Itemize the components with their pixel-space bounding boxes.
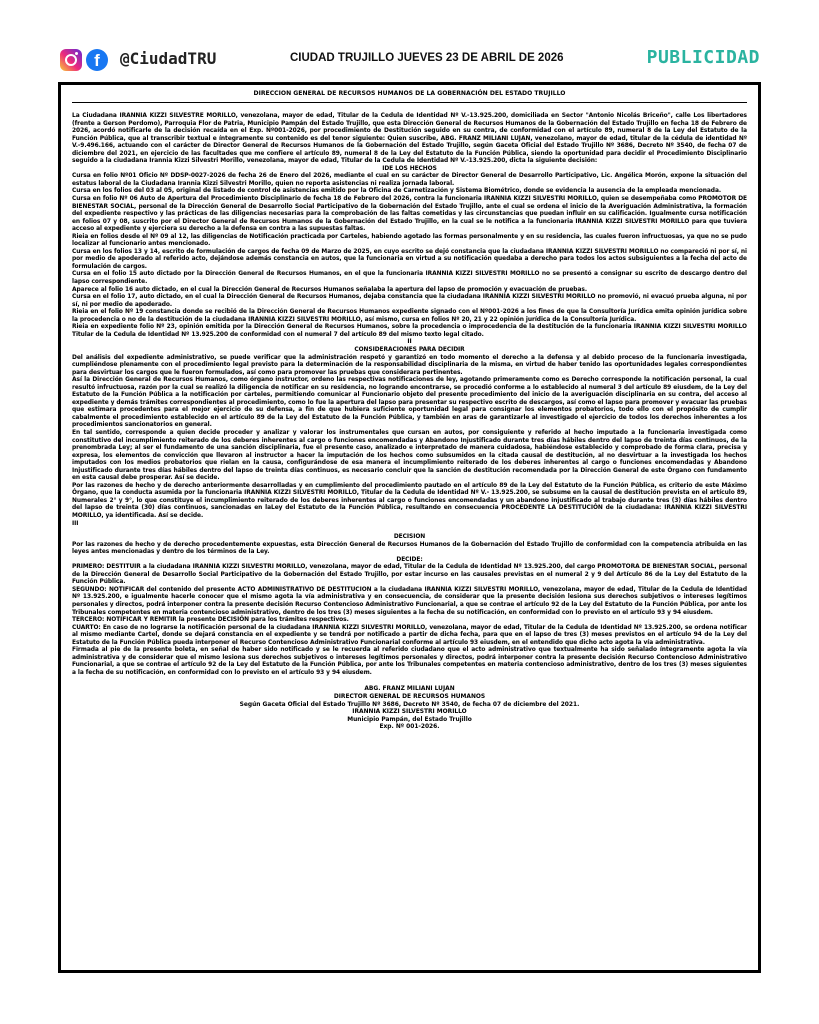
notice-paragraph: Cursa en folio Nº 06 Auto de Apertura del Procedimiento Disciplinario de fecha 18 de Febrero del 2026, contra la funcionaria IRANNIA KIZZI SILVESTRI MORILLO, quien se desempeñaba como PROMOTOR DE BIENESTAR SOCIAL, personal de la Dirección General de Desarrollo Social Participativo de la Gobernación del Estado Trujillo, ante el cual se ordena el inicio de la Averiguación Administrativa, la formación del expediente respectivo y las prácticas de las diligencias necesarias para la comprobación de las faltas cometidas y las circunstancias que puedan influir en su calificación. Igualmente cursa notificación en folios 07 y 08, suscrito por el Director General de Recursos Humanos de la Gobernación del Estado Trujillo, en la cual se le notifica a la funcionaria IRANNIA KIZZI SILVESTRI MORILLO para que tuviera acceso al expediente y ejerciera su derecho a la defensa en contra a las supuestas faltas. bbox=[72, 196, 747, 233]
notice-paragraph: Rieia en el folio Nº 19 constancia donde se recibió de la Dirección General de Recursos Humanos expediente signado con el Nº001-2026 a los fines de que la Consultoría Jurídica emita opinión jurídica sobre la procedencia o no de la destitución de la ciudadana IRANNIA KIZZI SILVESTRI MORILLO, así mismo, cursa en folios Nº 20, 21 y 22 opinión jurídica de la Consultoría Jurídica. bbox=[72, 309, 747, 323]
notice-paragraph: Rieia en expediente folio Nº 23, opinión emitida por la Dirección General de Recursos Humanos, sobre la procedencia o improcedencia de la destitución de la funcionaria IRANNIA KIZZI SILVESTRI MORILLO Titular de la Cedula de Identidad Nº 13.925.200 de conformidad con el numeral 7 del artículo 89 del mismo texto legal citado. bbox=[72, 324, 747, 338]
notice-body bbox=[72, 113, 747, 677]
facebook-icon[interactable]: f bbox=[86, 49, 108, 71]
notice-title: DIRECCION GENERAL DE RECURSOS HUMANOS DE LA GOBERNACIÓN DEL ESTADO TRUJILLO bbox=[72, 90, 747, 103]
notice-paragraph: En tal sentido, corresponde a quien decide proceder y analizar y valorar los instrumentales que cursan en autos, por consiguiente y referido al hecho imputado a la funcionaria investigada como constitutivo del incumplimiento reiterado de los deberes inherentes al cargo o funciones encomendadas y Abandono Injustificado durante tres días hábiles dentro del lapso de treinta días continuos, de la prenombrada Ley; al ser el fundamento de una sanción disciplinaria, fue el presente caso, analizado e interpretado de manera cuidadosa, habiéndose establecido y comprobado de forma clara, precisa y expresa, los elementos de convicción que llevaron al instructor a hacer la imputación de los hechos como subsumidos en la citada causal de destitución, al no desvirtuar a la investigada los hechos imputados con los medios probatorios que rielan en la causa, configurándose de esa manera el incumplimiento reiterado de los deberes inherentes al cargo o funciones encomendadas y Abandono Injustificado durante tres días hábiles dentro del lapso de treinta días continuos, es necesario concluir que la sanción de destitución recomendada por la Dirección General de este Órgano con fundamento en esta causal debe prosperar. Así se decide. bbox=[72, 429, 747, 482]
notice-paragraph: Por las razones de hecho y de derecho procedentemente expuestas, esta Dirección General de Recursos Humanos de la Gobernación del Estado Trujillo de conformidad con la competencia atribuida en las leyes antes mencionadas y dentro de los términos de la Ley. bbox=[72, 541, 747, 556]
notice-paragraph: Cursa en los folios 13 y 14, escrito de formulación de cargos de fecha 09 de Marzo de 2025, en cuyo escrito se dejó constancia que la ciudadana IRANNIA KIZZI SILVESTRI MORILLO no compareció ni por sí, ni por medio de apoderado al referido acto, dejándose además constancia en autos, que la funcionaria en virtud a su notificación quedaba a derecho para todos los actos subsiguientes a la fecha del acto de formulación de cargos. bbox=[72, 248, 747, 270]
notice-paragraph: DECISION bbox=[393, 534, 426, 541]
notice-paragraph: CUARTO: En caso de no lograrse la notificación personal de la ciudadana IRANNIA KIZZI SILVESTRI MORILLO, venezolana, mayor de edad, Titular de la Cedula de Identidad Nº 13.925.200, se ordena notificar al mismo mediante Cartel, donde se dejará constancia en el expediente y se tendrá por notificado a partir de dicha fecha, para que en el lapso de tres (3) meses previstos en el artículo 94 de la Ley del Estatuto de la Función Pública pueda interponer el Recurso Contencioso Administrativo Funcionarial conforme al artículo 93 eiusdem, en el entendido que dicho acto agota la vía administrativa. bbox=[72, 624, 747, 646]
notice-paragraph: Por las razones de hecho y de derecho anteriormente desarrolladas y en cumplimiento del procedimiento pautado en el artículo 89 de la Ley del Estatuto de la Función Pública, es criterio de este Máximo Órgano, que la conducta asumida por la funcionaria IRANNIA KIZZI SILVESTRI MORILLO, Titular de la Cedula de Identidad Nº V.- 13.925.200, se subsume en la causal de destitución prevista en el artículo 89, Numerales 2° y 9°, lo que constituye el incumplimiento reiterado de los deberes inherentes al cargo o funciones encomendadas y un abandono injustificado al trabajo durante tres (3) días hábiles dentro del lapso de treinta (30) días continuos, sancionadas en laLey del Estatuto de la Función Pública, resultando en consecuencia PROCEDENTE LA DESTITUCIÓN de la ciudadana: IRANNIA KIZZI SILVESTRI MORILLO, ya identificada. Así se decide. bbox=[72, 482, 747, 519]
notice-paragraph: PRIMERO: DESTITUIR a la ciudadana IRANNIA KIZZI SILVESTRI MORILLO, venezolana, mayor de edad, Titular de la Cedula de Identidad Nº 13.925.200, del cargo PROMOTORA DE BIENESTAR SOCIAL, personal de la Dirección General de Desarrollo Social Participativo de la Gobernación del Estado Trujillo, por estar incurso en las causales previstas en el numeral 2 y 9 del Artículo 86 de la Ley del Estatuto de la Función Pública. bbox=[72, 564, 747, 586]
notice-paragraph: Rieia en folios desde el Nº 09 al 12, las diligencias de Notificación practicada por Carteles, habiendo agotado las formas personalmente y en su residencia, las cuales fueron infructuosas, ya que no se pudo localizar al funcionario antes mencionado. bbox=[72, 233, 747, 248]
section-label: PUBLICIDAD bbox=[646, 47, 760, 68]
notice-paragraph: TERCERO: NOTIFICAR Y REMITIR la presente DECISIÓN para los trámites respectivos. bbox=[72, 617, 349, 624]
notice-paragraph: La Ciudadana IRANNIA KIZZI SILVESTRE MORILLO, venezolana, mayor de edad, Titular de la Cedula de Identidad Nº V.-13.925.200, domiciliada en Sector "Antonio Nicolás Briceño", calle Los libertadores (frente a Gerson Perdomo), Parroquia Flor de Patria, Municipio Pampán del Estado Trujillo, que esta Dirección General de Recursos Humanos de la Gobernación del Estado Trujillo en fecha 18 de Febrero de 2026, acordó notificarle de la decisión recaída en el Exp. Nº001-2026, por procedimiento de Destitución seguido en su contra, de conformidad con el artículo 89, numeral 8 de la Ley del Estatuto de la Función Pública, que al transcribir textual e íntegramente su contenido es del tenor siguiente: Quien suscribe, ABG. FRANZ MILIANI LUJAN, venezolano, mayor de edad, titular de la cédula de identidad Nº V.-9.496.166, actuando con el carácter de Director General de Recursos Humanos de la Gobernación del Estado Trujillo, según Gaceta Oficial del Estado Trujillo Nº 3686, Decreto Nº 3540, de fecha 07 de diciembre del 2021, en ejercicio de las facultades que me confiere el artículo 89, numeral 8 de la Ley del Estatuto de la Función Pública, siendo la oportunidad para decidir el Procedimiento Disciplinario seguido a la ciudadana Irannia Kizzi Silvestri Morillo, venezolana, mayor de edad, Titular de la Cedula de Identidad Nº V.-13.925.200, dicta la siguiente decisión: bbox=[72, 113, 747, 165]
notice-paragraph: CONSIDERACIONES PARA DECIDIR bbox=[354, 346, 465, 353]
dateline: CIUDAD TRUJILLO JUEVES 23 DE ABRIL DE 2026 bbox=[290, 52, 564, 64]
social-handle[interactable]: @CiudadTRU bbox=[120, 49, 217, 68]
instagram-icon[interactable] bbox=[60, 49, 82, 71]
signature-line: Municipio Pampán, del Estado Trujillo bbox=[347, 716, 472, 723]
notice-paragraph: DECIDE: bbox=[396, 556, 423, 563]
notice-paragraph: SEGUNDO: NOTIFICAR del contenido del presente ACTO ADMINISTRATIVO DE DESTITUCION a la ciudadana IRANNIA KIZZI SILVESTRI MORILLO, venezolana, mayor de edad, Titular de la Cedula de Identidad Nº 13.925.200, e igualmente hacerle conocer que el mismo agota la vía administrativa y en consecuencia, de considerar que la presente decisión lesiona sus derechos subjetivos o intereses legítimos personales y directos, podrá interponer contra la presente decisión Recurso Contencioso Administrativo Funcionarial, a que se contrae el artículo 92 de la Ley del Estatuto de la Función Pública, por ante los Tribunales competentes en materia contencioso administrativo, dentro de los tres (3) meses siguientes a la fecha de su notificación, en conformidad con lo previsto en el artículo 93 y 94 eiusdem. bbox=[72, 586, 747, 616]
notice-paragraph: Así la Dirección General de Recursos Humanos, como órgano instructor, ordeno las respectivas notificaciones de ley, agotando primeramente como es Derecho corresponde la notificación personal, la cual resultó infructuosa, razón por la cual se realizó la diligencia de notificar en su residencia, no logrando encontrarse, se procedió conforme a lo establecido al numeral 3 del artículo 89 eiusdem, de la Ley del Estatuto de la Función Pública a la notificación por carteles, permitiendo comunicar al Funcionario objeto del presente procedimiento del inicio de la averiguación disciplinaria en su contra, del acceso al expediente y demás trámites correspondientes al procedimiento, como lo fue la apertura del lapso para presentar su respectivo escrito de descargos, así como el lapso para promover y evacuar las pruebas que estimara procedentes para el mejor ejercicio de su defensa, a fin de que hubiera suficiente oportunidad legal para consignar los elementos probatorios, todo ello con el propósito de cumplir cabalmente el procedimiento establecido en el artículo 89 de la Ley del Estatuto de la Función Pública, y también en aras de garantizarle al investigado el ejercicio de todos los derechos inherentes a los procedimientos sancionatorios en general. bbox=[72, 377, 747, 429]
page-header bbox=[60, 46, 760, 76]
notice-paragraph: Del análisis del expediente administrativo, se puede verificar que la administración respetó y garantizó en todo momento el derecho a la defensa y al debido proceso de la funcionaria investigada, cumpliéndose plenamente con el procedimiento legal previsto para la determinación de la responsabilidad disciplinaria de la misma, en virtud de haber tenido las oportunidades legales correspondientes para desvirtuar los cargos que le fueron formulados, así como para promover las pruebas que considerara pertinentes. bbox=[72, 354, 747, 376]
signature-line: ABG. FRANZ MILIANI LUJAN bbox=[364, 686, 455, 693]
notice-paragraph: III bbox=[72, 520, 79, 527]
notice-paragraph: Cursa en el folio 17, auto dictado, en el cual la Dirección General de Recursos Humanos, dejaba constancia que la ciudadana IRANNIA KIZZI SILVESTRI MORILLO no promovió, ni evacuó prueba alguna, ni por sí, ni por medio de apoderado. bbox=[72, 294, 747, 308]
signature-line: IRANNIA KIZZI SILVESTRI MORILLO bbox=[352, 709, 467, 716]
notice-paragraph: Cursa en el folio 15 auto dictado por la Dirección General de Recursos Humanos, en el que la funcionaria IRANNIA KIZZI SILVESTRI MORILLO no se presentó a consignar su escrito de descargo dentro del lapso correspondiente. bbox=[72, 271, 747, 286]
signature-line: Exp. Nº 001-2026. bbox=[379, 724, 440, 731]
notice-paragraph: II bbox=[407, 339, 412, 346]
notice-paragraph: IDE LOS HECHOS bbox=[382, 165, 437, 172]
signature-block bbox=[72, 686, 747, 732]
notice-paragraph: Aparece al folio 16 auto dictado, en el cual la Dirección General de Recursos Humanos señalaba la apertura del lapso de promoción y evacuación de pruebas. bbox=[72, 286, 587, 293]
signature-line: Según Gaceta Oficial del Estado Trujillo Nº 3686, Decreto Nº 3540, de fecha 07 de diciembre del 2021. bbox=[239, 701, 580, 708]
notice-paragraph: Firmada al pie de la presente boleta, en señal de haber sido notificado y se le recuerda al referido ciudadano que el acto administrativo que textualmente ha sido señalado íntegramente agota la vía administrativa y de considerar que el mismo lesiona sus derechos subjetivos o intereses legítimos personales y directos, podrá interponer contra la presente decisión Recurso Contencioso Administrativo Funcionarial, a que se contrae el artículo 92 de la Ley del Estatuto de la Función Pública, por ante los Tribunales competentes en materia contencioso administrativo, dentro de los tres (3) meses siguientes a la fecha de su notificación, en conformidad con lo previsto en el artículo 93 y 94 eiusdem. bbox=[72, 647, 747, 676]
legal-notice bbox=[58, 82, 761, 973]
signature-line: DIRECTOR GENERAL DE RECURSOS HUMANOS bbox=[333, 694, 486, 701]
notice-paragraph: Cursa en los folios del 03 al 05, original de listado de control de asistencias emitido por la Oficina de Carnetización y Sistema Biométrico, donde se evidencia la ausencia de la empleada mencionada. bbox=[72, 188, 722, 195]
notice-paragraph: Cursa en folio Nº01 Oficio Nº DDSP-0027-2026 de fecha 26 de Enero del 2026, mediante el cual en su carácter de Director General de Desarrollo Participativo, Lic. Angélica Morón, expone la situación del estatus laboral de la Ciudadana Irannia Kizzi Silvestri Morillo, quien no reporta asistencias ni realiza jornada laboral. bbox=[72, 173, 747, 187]
